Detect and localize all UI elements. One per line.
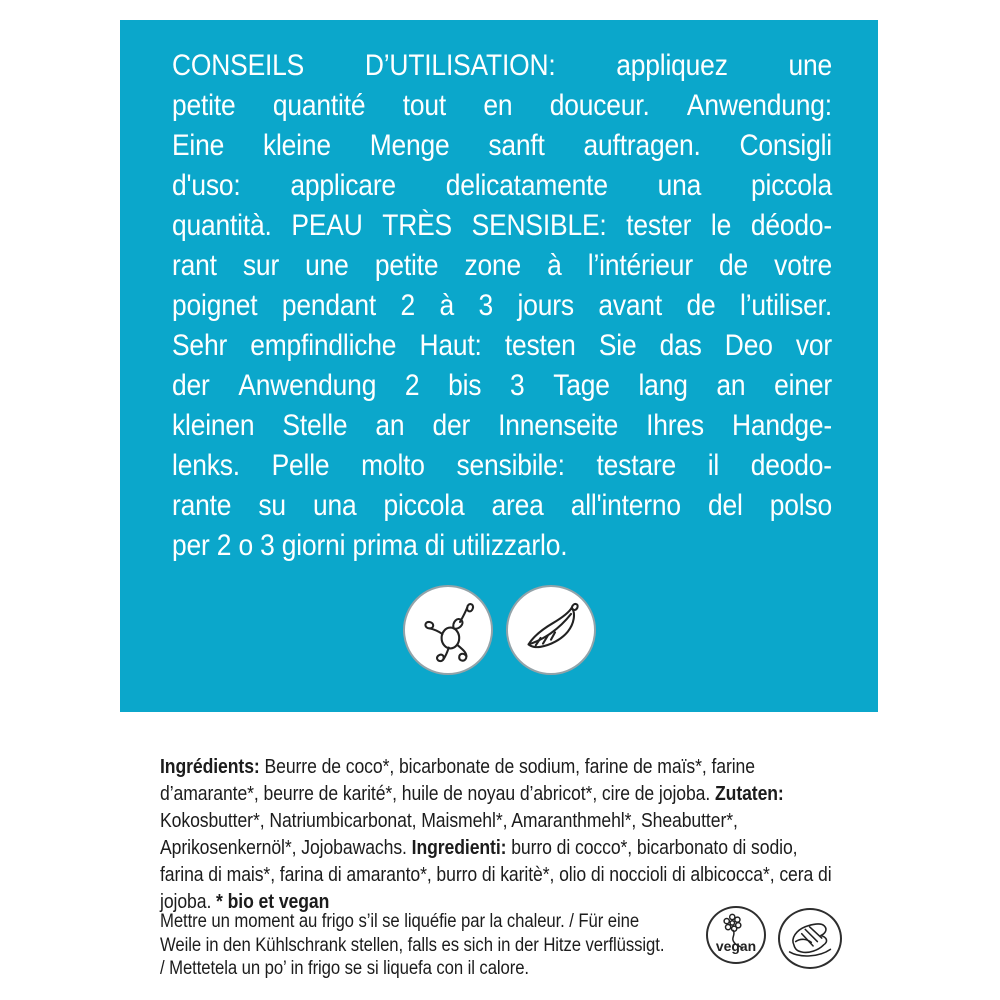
vegan-label: vegan bbox=[715, 937, 757, 954]
usage-line: petite quantité tout en douceur. Anwendung: bbox=[172, 89, 832, 122]
usage-line: CONSEILS D’UTILISATION: appliquez une bbox=[172, 49, 832, 82]
dancing-figure-icon bbox=[412, 594, 484, 666]
usage-line: d'uso: applicare delicatamente una piccola bbox=[172, 169, 832, 202]
usage-line: kleinen Stelle an der Innenseite Ihres Handge- bbox=[172, 409, 832, 442]
usage-line: Sehr empfindliche Haut: testen Sie das Deo vor bbox=[172, 329, 832, 362]
usage-line: Eine kleine Menge sanft auftragen. Consigli bbox=[172, 129, 832, 162]
bio-vegan-note: * bio et vegan bbox=[216, 891, 330, 913]
ingredients-text-fr: Beurre de coco*, bicarbonate de sodium, farine de maïs*, farine d’amarante*, beurre de karité*, huile de noyau d’abricot*, cire de jojoba. bbox=[160, 756, 755, 805]
handmade-hand-icon bbox=[782, 912, 838, 965]
usage-line: rante su una piccola area all'interno del polso bbox=[172, 489, 832, 522]
vegan-flower-icon bbox=[709, 909, 763, 961]
handmade-badge bbox=[778, 908, 842, 969]
dancing-figure-badge bbox=[403, 585, 493, 675]
usage-line: quantità. PEAU TRÈS SENSIBLE: tester le déodo- bbox=[172, 209, 832, 242]
vegan-badge bbox=[706, 906, 766, 964]
usage-line: per 2 o 3 giorni prima di utilizzarlo. bbox=[172, 529, 568, 562]
ingredients-label-fr: Ingrédients: bbox=[160, 756, 265, 778]
usage-line: poignet pendant 2 à 3 jours avant de l’utiliser. bbox=[172, 289, 832, 322]
usage-pictograms bbox=[120, 585, 878, 675]
ingredients-label-de: Zutaten: bbox=[714, 783, 784, 805]
feather-icon bbox=[515, 594, 587, 666]
usage-line: rant sur une petite zone à l’intérieur de votre bbox=[172, 249, 832, 282]
ingredients-label-it: Ingredienti: bbox=[411, 837, 512, 859]
usage-instructions-text bbox=[172, 46, 832, 566]
ingredients-paragraph bbox=[160, 754, 839, 916]
usage-instructions-box bbox=[120, 20, 878, 712]
ingredients-text-it: burro di cocco*, bicarbonato di sodio, farina di mais*, farina di amaranto*, burro di karitè*, olio di noccioli di albicocca*, cera di jojoba. bbox=[160, 837, 832, 913]
ingredients-text-de: Kokosbutter*, Natriumbicarbonat, Maismehl*, Amaranthmehl*, Sheabutter*, Aprikosenkernöl*, Jojobawachs. bbox=[160, 810, 738, 859]
storage-note: Mettre un moment au frigo s’il se liquéfie par la chaleur. / Für eine Weile in den Kühlschrank stellen, falls es sich in der Hitze verflüssigt. / Mettetela un po’ in frigo se si liquefa con il calore. bbox=[160, 911, 665, 980]
usage-line: lenks. Pelle molto sensibile: testare il deodo- bbox=[172, 449, 832, 482]
feather-badge bbox=[506, 585, 596, 675]
usage-line: der Anwendung 2 bis 3 Tage lang an einer bbox=[172, 369, 832, 402]
